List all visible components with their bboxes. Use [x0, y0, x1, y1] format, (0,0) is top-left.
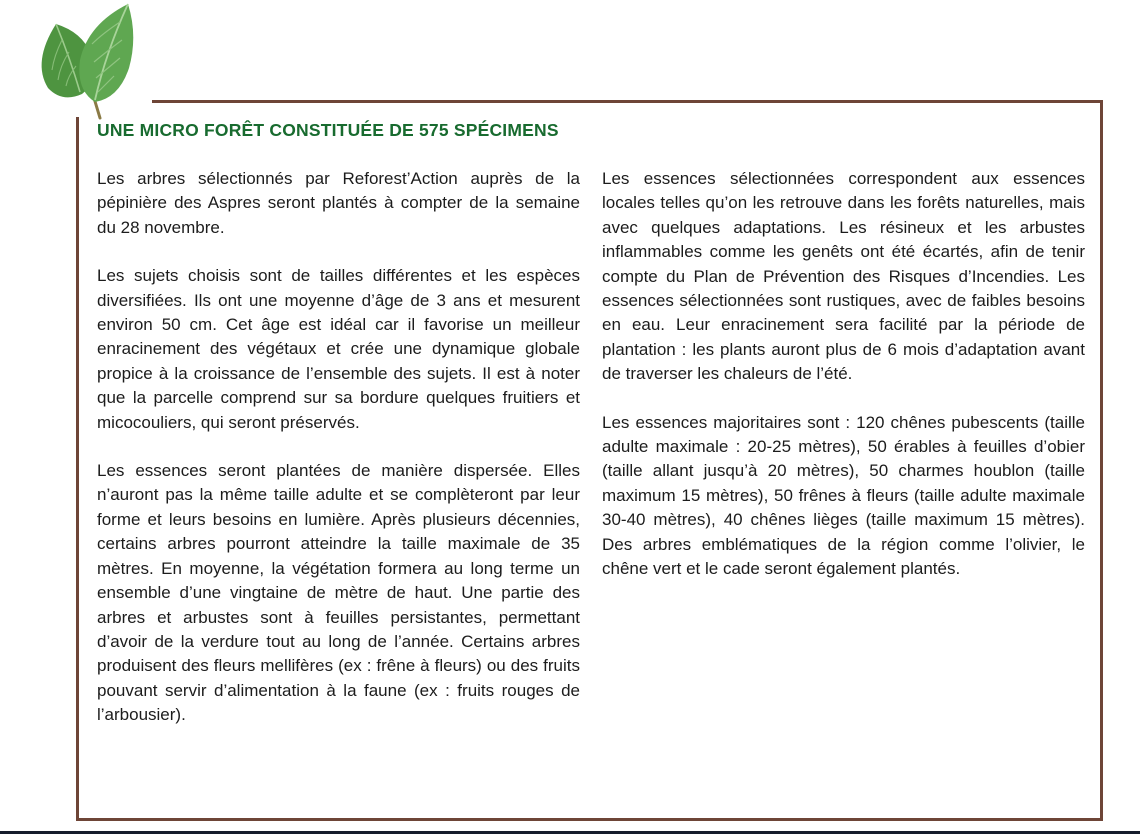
two-column-layout: [97, 167, 1085, 728]
paragraph: Les arbres sélectionnés par Reforest’Action auprès de la pépinière des Aspres seront plantés à compter de la semaine du 28 novembre.: [97, 169, 580, 237]
leaves-icon: [22, 0, 158, 120]
text-column-left: [97, 167, 580, 728]
leaf-image-plate: [0, 0, 152, 117]
paragraph: Les essences sélectionnées correspondent aux essences locales telles qu’on les retrouve dans les forêts naturelles, mais avec quelques adaptations. Les résineux et les arbustes inflammables comme les genêts ont été écartés, afin de tenir compte du Plan de Prévention des Risques d’Incendies. Les essences sélectionnées sont rustiques, avec de faibles besoins en eau. Leur enracinement sera facilité par la période de plantation : les plants auront plus de 6 mois d’adaptation avant de traverser les chaleurs de l’été.: [602, 169, 1085, 384]
paragraph: Les essences majoritaires sont : 120 chênes pubescents (taille adulte maximale : 20-25 mètres), 50 érables à feuilles d’obier (taille allant jusqu’à 20 mètres), 50 charmes houblon (taille maximum 15 mètres), 50 frênes à fleurs (taille adulte maximale 30-40 mètres), 40 chênes lièges (taille maximum 15 mètres). Des arbres emblématiques de la région comme l’olivier, le chêne vert et le cade seront également plantés.: [602, 412, 1085, 579]
article-heading: UNE MICRO FORÊT CONSTITUÉE DE 575 SPÉCIMENS: [97, 120, 559, 140]
article-frame: [76, 100, 1103, 821]
paragraph: Les sujets choisis sont de tailles différentes et les espèces diversifiées. Ils ont une moyenne d’âge de 3 ans et mesurent environ 50 cm. Cet âge est idéal car il favorise un meilleur enracinement des végétaux et crée une dynamique globale propice à la croissance de l’ensemble des sujets. Il est à noter que la parcelle comprend sur sa bordure quelques fruitiers et micocouliers, qui seront préservés.: [97, 266, 580, 432]
paragraph: Les essences seront plantées de manière dispersée. Elles n’auront pas la même taille adulte et se complèteront par leur forme et leurs besoins en lumière. Après plusieurs décennies, certains arbres pourront atteindre la taille maximale de 35 mètres. En moyenne, la végétation formera au long terme un ensemble d’une vingtaine de mètre de haut. Une partie des arbres et arbustes sont à feuilles persistantes, permettant d’avoir de la verdure tout au long de l’année. Certains arbres produisent des fleurs mellifères (ex : frêne à fleurs) ou des fruits pouvant servir d’alimentation à la faune (ex : fruits rouges de l’arbousier).: [97, 461, 580, 725]
article-body: [79, 103, 1100, 728]
text-column-right: [602, 167, 1085, 728]
